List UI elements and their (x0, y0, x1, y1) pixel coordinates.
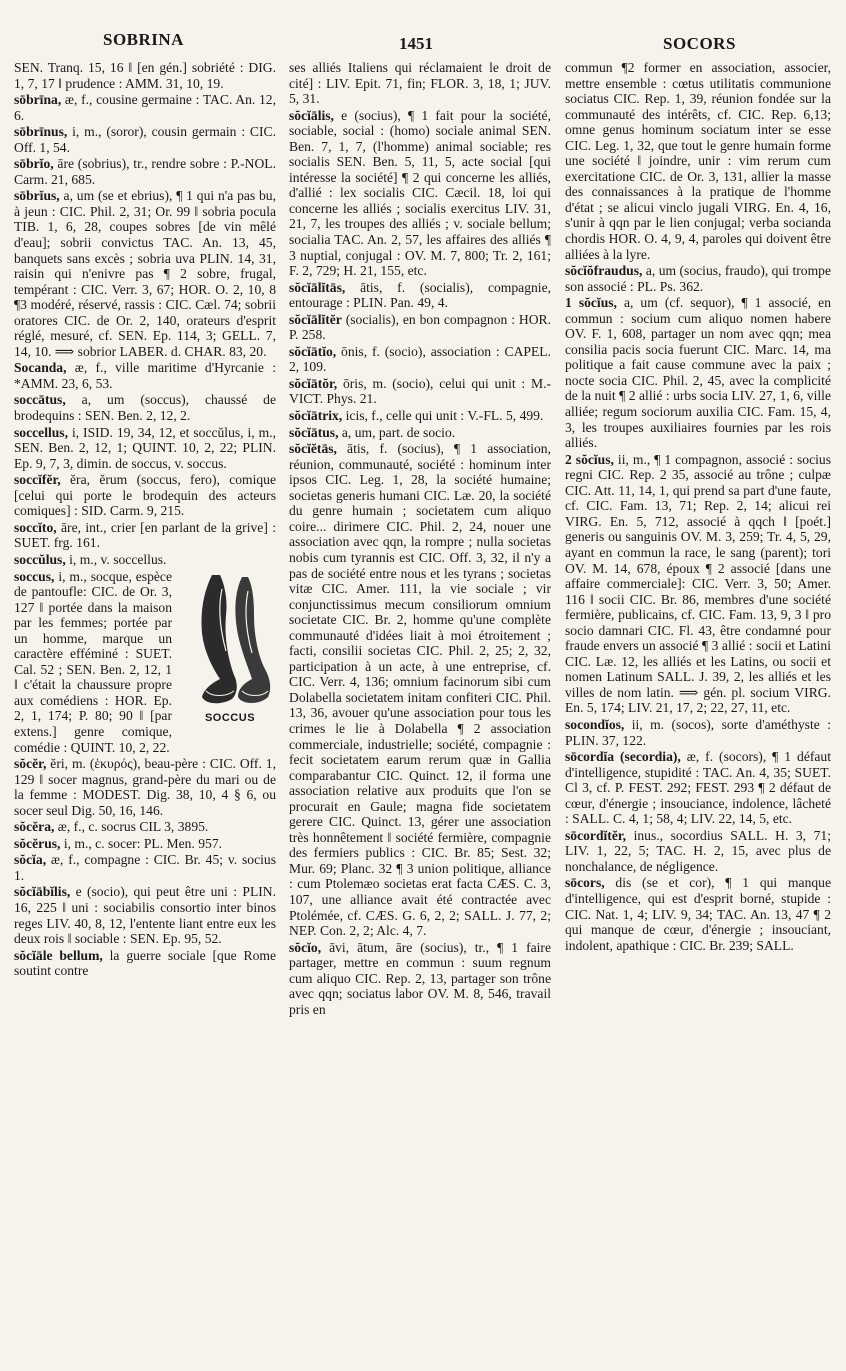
left-running-headword: SOBRINA (103, 30, 184, 49)
entry-headword: sŏcĭātĭo, (289, 343, 337, 359)
entry-headword: 1 sŏcĭus, (565, 295, 617, 311)
entry-text: SEN. Tranq. 15, 16 ‖ [en gén.] sobriété : DIG. 1, 7, 17 ‖ prudence : AMM. 31, 10, 19. (14, 60, 276, 91)
entry-text: icis, f., celle qui unit : V.-FL. 5, 499. (342, 408, 544, 424)
entry-text: æ, f., compagne : CIC. Br. 45; v. socius 1. (14, 852, 276, 883)
entry-text: æ, f., c. socrus CIL 3, 3895. (54, 819, 209, 835)
entry-headword: sōbrĭus, (14, 188, 60, 204)
dictionary-entry (289, 108, 551, 279)
dictionary-entry (14, 60, 276, 91)
entry-headword: soccŭlus, (14, 551, 66, 567)
entry-text: ātis, f. (socius), ¶ 1 association, réunion, communauté, société : hominum inter ipsos CIC. Leg. 1, 28, la société humaine; societas generis humani CIC. Læ. 20, la société du genre humain ; societatem cum aliquo coire... dirimere CIC. Phil. 2, 24, nouer une association avec qqn, la rompre ; nulla societas nobis cum tyrannis est CIC. Off. 3, 32, il n'y a pas de société entre nous et les tyrans ; societas vitæ CIC. Amer. 111, la vie sociale ; vir conjunctissimus mecum consiliorum omnium societate CIC. Br. 2, homme qu'une complète communauté d'idées liait à moi étroitement ; facti, consilii societas CIC. Phil. 2, 25; 2, 32, participation à un acte, à une entreprise, cf. CIC. Verr. 4, 136; omnium facinorum sibi cum Dolabella societatem initam confiteri CIC. Phil. 13, 36, avouer qu'une association pour tous les crimes le lie à Dolabella ¶ 2 association commerciale, industrielle; société, compagnie : fecit societatem earum rerum quæ in Gallia comparabantur CIC. Quinct. 12, il forma une association relative aux produits que l'on se procurait en Gaule; magna fide societatem gerere CIC. Quinct. 13, gérer une association très honnêtement ‖ société fermière, compagnie des fermiers publics : CIC. Br. 85; Sest. 32; Mur. 69; Planc. 32 ¶ 3 union politique, alliance : cum Ptolemæo societas erat facta CÆS. C. 3, 107, une alliance avait été contractée avec Ptolémée, cf. CÆS. G. 6, 2, 2; SALL. J. 77, 2; NEP. Con. 2, 2; Alc. 4, 7. (289, 441, 551, 939)
dictionary-entry (289, 344, 551, 375)
dictionary-entry (14, 852, 276, 883)
pair-of-slippers-illustration (182, 571, 276, 711)
entry-text: ātis, f. (socialis), compagnie, entourage : PLIN. Pan. 49, 4. (289, 279, 551, 311)
entry-headword: sŏcĕr, (14, 756, 47, 772)
illustration-caption: SOCCUS (204, 711, 256, 724)
entry-headword: sŏcĕra, (14, 819, 55, 835)
entry-headword: sŏcĭo, (289, 939, 322, 955)
entry-headword: sōbrīnus, (14, 124, 68, 140)
entry-headword: sŏcĭāle bellum, (14, 947, 103, 963)
entry-headword: sŏcĭālis, (289, 107, 334, 123)
entry-text: æ, f. (socors), ¶ 1 défaut d'intelligence, stupidité : TAC. An. 4, 35; SUET. Cl 3, cf. P. FEST. 292; FEST. 293 ¶ 2 défaut de cœur, d'énergie ; insouciance, indolence, lâcheté : SALL. C. 4, 1; 58, 4; LIV. 22, 14, 5, etc. (565, 749, 831, 827)
entry-headword: sōcors, (565, 875, 605, 891)
entry-text: āvi, ātum, āre (socius), tr., ¶ 1 faire partager, mettre en commun : suum regnum cum aliquo CIC. Rep. 2, 13, partager son trône avec qqn; sociatus labor OV. M. 8, 546, travail pris en (289, 939, 551, 1017)
entry-text: æ, f., cousine germaine : TAC. An. 12, 6. (14, 92, 276, 123)
dictionary-entry (14, 948, 276, 979)
page-header (0, 0, 846, 56)
entry-headword: soccĭfĕr, (14, 472, 61, 488)
entry-headword: sŏcĭālĭtās, (289, 279, 346, 295)
dictionary-entry (14, 124, 276, 155)
dictionary-entry (14, 425, 276, 472)
entry-headword: sŏcĕrus, (14, 835, 61, 851)
entry-headword: sōcordĭtĕr, (565, 827, 627, 843)
entry-text: ōris, m. (socio), celui qui unit : M.-VICT. Phys. 21. (289, 375, 551, 407)
entry-text: ii, m. (socos), sorte d'améthyste : PLIN. 37, 122. (565, 716, 831, 748)
dictionary-entry (565, 828, 831, 875)
entry-text: ĕri, m. (ἑκυρός), beau-père : CIC. Off. 1, 129 ‖ socer magnus, grand-père du mari ou de la femme : MODEST. Dig. 38, 10, 4 § 6, ou socer seul Dig. 50, 16, 146. (14, 756, 276, 818)
entry-text: ii, m., ¶ 1 compagnon, associé : socius regni CIC. Rep. 2 35, associé au trône ; culpæ CIC. Att. 11, 14, 1, qui prend sa part d'une faute, cf. CIC. Fam. 13, 71; Rep. 2, 14; alicui rei VIRG. En. 5, 712, associé à qqch ‖ [poét.] generis ou sanguinis OV. M. 3, 259; Tr. 4, 5, 29, ayant en commun la race, le sang (parent); tori OV. M. 14, 678, époux ¶ 2 associé [dans une affaire commerciale]: CIC. Verr. 3, 50; Amer. 116 ‖ socii CIC. Br. 86, membres d'une société fermière, publicains, cf. CIC. Fam. 13, 9, 3 ‖ pro socio damnari CIC. Fl. 43, être condamné pour fraude envers un associé ¶ 3 allié : socii et Latini CIC. Læ. 12, les alliés et les Latins, ou socii et nomen Latinum SALL. J. 39, 2, les alliés et les villes de nom latin. ⟹ gén. pl. socium VIRG. En. 5, 174; LIV. 21, 17, 2; 22, 27, 11, etc. (565, 451, 831, 716)
entry-text: ses alliés Italiens qui réclamaient le droit de cité] : LIV. Epit. 71, fin; FLOR. 3, 18, 1; JUV. 5, 31. (289, 60, 551, 107)
entry-text: i, m., v. soccellus. (65, 551, 167, 567)
entry-text: (socialis), en bon compagnon : HOR. P. 258. (289, 311, 551, 343)
entry-headword: sōbrĭo, (14, 156, 54, 172)
entry-text: i, m., (soror), cousin germain : CIC. Off. 1, 54. (14, 124, 276, 155)
dictionary-entry (565, 875, 831, 953)
entry-text: la guerre sociale [que Rome soutint contre (14, 947, 276, 979)
column-1 (14, 60, 276, 1365)
right-running-headword: SOCORS (663, 34, 736, 53)
entry-text: a, um (se et ebrius), ¶ 1 qui n'a pas bu, à jeun : CIC. Phil. 2, 31; Or. 99 ‖ sobria pocula TIB. 1, 6, 28, coupes sobres [de vin mêlé d'eau]; sobrii convictus TAC. An. 13, 45, banquets sans excès ; sobria uva PLIN. 14, 31, raisin qui n'enivre pas ¶ 2 sobre, frugal, tempérant : CIC. Verr. 3, 67; HOR. O. 2, 10, 8 ¶3 modéré, réservé, rassis : CIC. Cæl. 74; sobrii oratores CIC. de Or. 2, 140, orateurs d'esprit réglé, mesuré, cf. SEN. Ep. 114, 3; GELL. 7, 14, 10. ⟹ sobrior LABER. d. CHAR. 83, 20. (14, 188, 276, 359)
entry-headword: soccātus, (14, 392, 66, 408)
entry-headword: sŏcĭālĭtĕr (289, 311, 342, 327)
entry-headword: sŏcĭa, (14, 852, 47, 868)
entry-headword: sŏcĭātus, (289, 424, 339, 440)
entry-text: ĕra, ĕrum (soccus, fero), comique [celui qui porte le brodequin des acteurs comiques] : SID. Carm. 9, 215. (14, 472, 276, 519)
dictionary-entry (565, 60, 831, 262)
page-number: 1451 (399, 34, 433, 53)
entry-text: dis (se et cor), ¶ 1 qui manque d'intelligence, qui est d'esprit borné, stupide : CIC. Nat. 1, 4; LIV. 9, 34; TAC. An. 13, 47 ¶ 2 qui manque de cœur, d'énergie ; insouciant, indolent, apathique : CIC. Br. 239; SALL. (565, 875, 831, 953)
entry-text: ōnis, f. (socio), association : CAPEL. 2, 109. (289, 343, 551, 375)
entry-headword: sŏcĭātŏr, (289, 375, 338, 391)
entry-headword: Socanda, (14, 360, 67, 376)
entry-headword: socondĭos, (565, 716, 625, 732)
entry-headword: 2 sŏcĭus, (565, 451, 614, 467)
dictionary-entry (14, 836, 276, 852)
entry-text: commun ¶2 former en association, associer, mettre ensemble : cœtus utilitatis communione sociatus CIC. Rep. 1, 39, réunion fondée sur la communauté des intérêts, cf. CIC. Rep. 6,13; omne genus hominum sociatum inter se esse CIC. Leg. 1, 32, que tout le genre humain forme une société ‖ joindre, unir : vim rerum cum exercitatione CIC. de Or. 3, 131, allier la masse des connaissances à la pratique de l'homme d'état ; se alicui vinclo jugali VIRG. En. 4, 16, s'unir à qqn par le lien conjugal; verba socianda chordis HOR. O. 4, 9, 4, paroles qui doivent être alliées à la lyre. (565, 60, 831, 262)
entry-text: i, m., socque, espèce de pantoufle: CIC. de Or. 3, 127 ‖ portée dans la maison par les femmes; portée par un homme, marque un caractère efféminé : SUET. Cal. 52 ; SEN. Ben. 2, 12, 1 ‖ c'était la chaussure propre aux comédiens : HOR. Ep. 2, 1, 174; P. 80; 90 ‖ [par extens.] genre comique, comédie : QUINT. 10, 2, 22. (14, 568, 172, 755)
entry-headword: sŏcĭĕtās, (289, 441, 337, 457)
dictionary-entry (14, 819, 276, 835)
entry-text: æ, f., ville maritime d'Hyrcanie : *AMM. 23, 6, 53. (14, 360, 276, 391)
entry-text: a, um, part. de socio. (338, 424, 456, 440)
entry-text: a, um (soccus), chaussé de brodequins : SEN. Ben. 2, 12, 2. (14, 392, 276, 424)
dictionary-entry (14, 392, 276, 423)
dictionary-entry (14, 884, 276, 946)
entry-headword: sŏcĭŏfraudus, (565, 263, 643, 279)
dictionary-entry (289, 940, 551, 1018)
dictionary-entry (289, 408, 551, 424)
entry-text: a, um (socius, fraudo), qui trompe son associé : PL. Ps. 362. (565, 263, 831, 294)
dictionary-entry (289, 441, 551, 939)
entry-text: e (socius), ¶ 1 fait pour la société, sociable, social : (homo) sociale animal SEN. Ben. 7, 1, 7, (l'homme) animal sociable; res socialis SEN. Ben. 5, 11, 5, acte social [qui intéresse la société] ¶ 2 qui concerne les alliés, d'allié : lex socialis CIC. Cæcil. 18, loi qui concerne les alliés ; socialis exercitus LIV. 31, 21, 7, les troupes des alliés ; v. sociale bellum; socialia TAC. An. 2, 57, les affaires des alliés ¶ 3 nuptial, conjugal : OV. M. 7, 800; Tr. 2, 161; F. 2, 729; H. 21, 155, etc. (289, 107, 551, 279)
dictionary-entry (565, 263, 831, 294)
entry-headword: sŏcĭābĭlis, (14, 884, 71, 900)
entry-headword: sōbrīna, (14, 92, 62, 108)
entry-headword: sōcordĭa (secordia), (565, 749, 681, 765)
entry-headword: sŏcĭātrix, (289, 408, 343, 424)
dictionary-entry (565, 295, 831, 450)
entry-headword: soccĭto, (14, 519, 57, 535)
entry-text: a, um (cf. sequor), ¶ 1 associé, en commun : socium cum aliquo nomen habere OV. F. 1, 608, partager un nom avec qqn; mea consilia pacis socia fuerunt CIC. Marc. 14, ma politique a fait cause commune avec la paix ; nocte socia CIC. Phil. 2, 45, avec la complicité de la nuit ¶ 2 allié : urbs socia LIV. 27, 1, 6, ville alliée; regum sociorum auxilia CIC. Fam. 15, 4, 3, les troupes auxiliaires fournies par les rois alliés. (565, 295, 831, 451)
dictionary-entry (14, 552, 276, 568)
dictionary-entry (565, 452, 831, 716)
dictionary-entry (289, 312, 551, 343)
entry-headword: soccus, (14, 568, 55, 584)
soccus-illustration (178, 571, 276, 741)
entry-text: āre, int., crier [en parlant de la grive] : SUET. frg. 161. (14, 519, 276, 551)
entry-text: i, ISID. 19, 34, 12, et soccŭlus, i, m., SEN. Ben. 2, 12, 1; QUINT. 10, 2, 22; PLIN. Ep. 9, 7, 3, dimin. de soccus, v. soccus. (14, 424, 276, 471)
entry-text: āre (sobrius), tr., rendre sobre : P.-NOL. Carm. 21, 685. (14, 156, 276, 187)
dictionary-entry (14, 569, 276, 756)
entry-headword: soccellus, (14, 424, 68, 440)
dictionary-entry (14, 156, 276, 187)
dictionary-entry (565, 717, 831, 748)
entry-text: e (socio), qui peut être uni : PLIN. 16, 225 ‖ uni : sociabilis consortio inter binos reges LIV. 40, 8, 12, l'entente liant entre eux les deux rois ‖ sociable : SEN. Ep. 95, 52. (14, 884, 276, 947)
column-3 (565, 60, 831, 1365)
dictionary-entry (14, 360, 276, 391)
dictionary-entry (14, 92, 276, 123)
dictionary-entry (14, 188, 276, 359)
dictionary-entry (565, 749, 831, 827)
dictionary-entry (289, 60, 551, 107)
entry-text: i, m., c. socer: PL. Men. 957. (60, 835, 223, 851)
dictionary-entry (14, 756, 276, 818)
dictionary-entry (289, 280, 551, 311)
dictionary-entry (14, 472, 276, 519)
column-2 (289, 60, 551, 1365)
dictionary-entry (289, 425, 551, 441)
dictionary-entry (14, 520, 276, 551)
dictionary-entry (289, 376, 551, 407)
entry-text: inus., socordius SALL. H. 3, 71; LIV. 1, 22, 5; TAC. H. 2, 15, avec plus de nonchalance, de négligence. (565, 827, 831, 874)
